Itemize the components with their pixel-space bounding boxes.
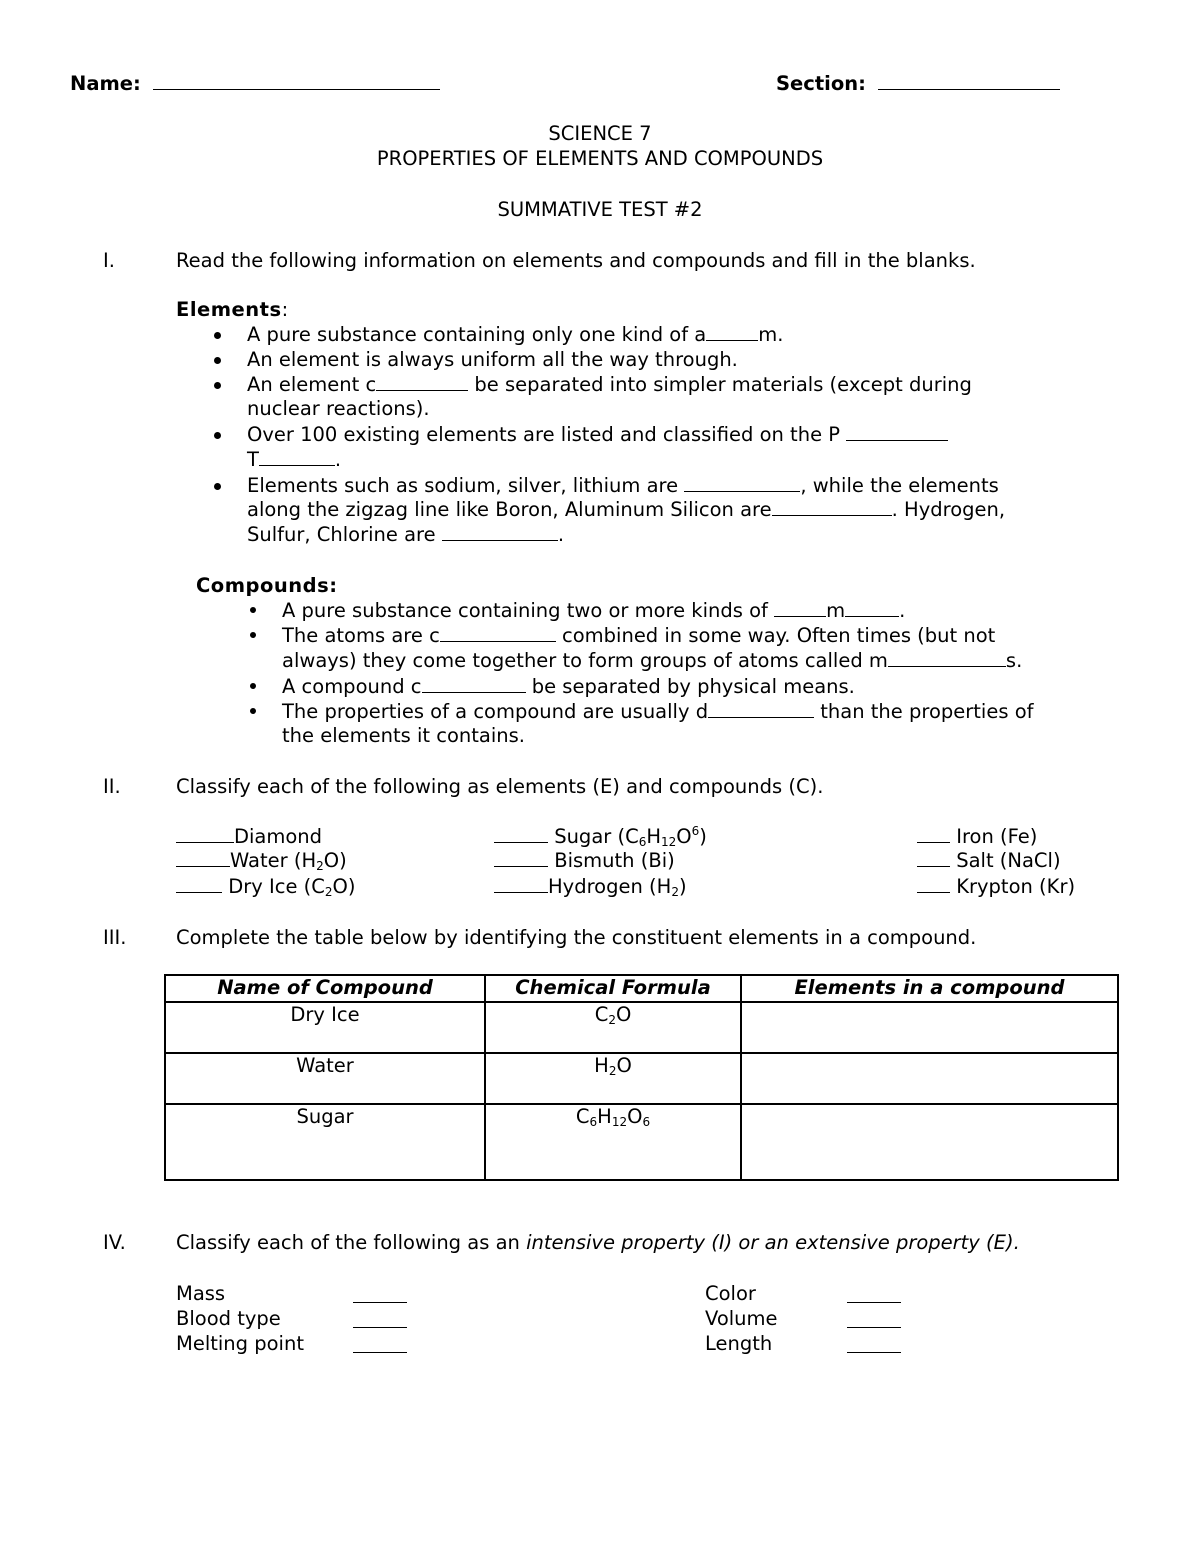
classify-item-krypton: Krypton (Kr)	[917, 874, 1075, 899]
compound-item-4-cont: the elements it contains.	[282, 724, 525, 747]
part3-instruction: Complete the table below by identifying the constituent elements in a compound.	[176, 926, 977, 949]
elements-heading	[176, 297, 289, 322]
answer-blank[interactable]	[176, 848, 230, 867]
compound-item-4: The properties of a compound are usually d than the properties of	[282, 700, 1034, 723]
bullet-icon	[214, 357, 221, 364]
bullet-icon	[214, 332, 221, 339]
bullet-icon	[250, 683, 256, 689]
part2-numeral: II.	[103, 775, 121, 798]
bullet-icon	[214, 382, 221, 389]
name-label: Name:	[70, 72, 141, 95]
title-line-3: SUMMATIVE TEST #2	[497, 198, 703, 221]
blank[interactable]	[774, 598, 826, 617]
bullet-icon	[250, 708, 256, 714]
answer-blank[interactable]	[494, 874, 548, 893]
blank[interactable]	[846, 422, 948, 441]
property-color: Color	[705, 1282, 756, 1305]
element-item-1: A pure substance containing only one kind of a m.	[247, 323, 784, 346]
section-blank[interactable]	[878, 71, 1060, 90]
elements-answer-cell[interactable]	[741, 1053, 1118, 1104]
element-item-2: An element is always uniform all the way through.	[247, 348, 738, 371]
section-field	[776, 71, 1060, 96]
formula-cell: $H_2O$	[485, 1053, 741, 1104]
table-header-row	[165, 975, 1118, 1002]
table-header: Name of Compound	[165, 975, 485, 1002]
elements-answer-cell[interactable]	[741, 1002, 1118, 1053]
formula-cell: $C_2O$	[485, 1002, 741, 1053]
answer-blank[interactable]	[176, 874, 222, 893]
property-length: Length	[705, 1332, 773, 1355]
table-header: Chemical Formula	[485, 975, 741, 1002]
classify-item-water: Water $(H_2O)$	[176, 848, 347, 873]
answer-blank[interactable]	[917, 848, 950, 867]
answer-blank[interactable]	[847, 1334, 901, 1353]
property-melting-point: Melting point	[176, 1332, 304, 1355]
element-item-5-cont2: Sulfur, Chlorine are .	[247, 523, 565, 546]
element-item-5: Elements such as sodium, silver, lithium are , while the elements	[247, 474, 999, 497]
answer-blank[interactable]	[917, 874, 950, 893]
part4-instruction: Classify each of the following as an intensive property (I) or an extensive property (E).	[176, 1231, 1020, 1254]
classify-item-dry-ice: Dry Ice $(C_2O)$	[176, 874, 355, 899]
blank[interactable]	[440, 623, 556, 642]
blank[interactable]	[442, 522, 558, 541]
blank[interactable]	[706, 322, 758, 341]
table-header: Elements in a compound	[741, 975, 1118, 1002]
blank[interactable]	[772, 497, 892, 516]
part4-numeral: IV.	[103, 1231, 126, 1254]
answer-blank[interactable]	[494, 824, 548, 843]
blank[interactable]	[422, 674, 526, 693]
bullet-icon	[250, 607, 256, 613]
compound-table	[164, 974, 1119, 1181]
compound-name-cell: Water	[165, 1053, 485, 1104]
classify-item-diamond: Diamond	[176, 824, 322, 849]
compound-item-1: A pure substance containing two or more kinds of m .	[282, 599, 906, 622]
classify-item-hydrogen: Hydrogen $(H_2)$	[494, 874, 687, 899]
table-row	[165, 1104, 1118, 1180]
compound-item-2-cont: always) they come together to form groups of atoms called m s.	[282, 649, 1023, 672]
compounds-heading: Compounds:	[196, 574, 338, 597]
part2-instruction: Classify each of the following as elements (E) and compounds (C).	[176, 775, 824, 798]
property-volume: Volume	[705, 1307, 778, 1330]
bullet-icon	[250, 632, 256, 638]
elements-heading-text: Elements	[176, 298, 282, 321]
answer-blank[interactable]	[847, 1309, 901, 1328]
section-label: Section:	[776, 72, 866, 95]
part1-instruction: Read the following information on elements and compounds and fill in the blanks.	[176, 249, 976, 272]
compound-name-cell: Sugar	[165, 1104, 485, 1180]
answer-blank[interactable]	[353, 1334, 407, 1353]
answer-blank[interactable]	[847, 1284, 901, 1303]
answer-blank[interactable]	[353, 1284, 407, 1303]
classify-item-bismuth: Bismuth (Bi)	[494, 848, 675, 873]
blank[interactable]	[845, 598, 899, 617]
title-line-2: PROPERTIES OF ELEMENTS AND COMPOUNDS	[376, 147, 824, 170]
table-row	[165, 1053, 1118, 1104]
compound-item-3: A compound c be separated by physical means.	[282, 675, 855, 698]
compound-name-cell: Dry Ice	[165, 1002, 485, 1053]
compound-item-2: The atoms are c combined in some way. Often times (but not	[282, 624, 996, 647]
element-item-4: Over 100 existing elements are listed and classified on the P	[247, 422, 948, 447]
blank[interactable]	[888, 648, 1006, 667]
answer-blank[interactable]	[353, 1309, 407, 1328]
element-item-4-cont: T .	[247, 448, 342, 471]
blank[interactable]	[684, 473, 800, 492]
element-item-3-cont: nuclear reactions).	[247, 397, 430, 420]
elements-heading-colon: :	[281, 298, 289, 321]
blank[interactable]	[259, 447, 335, 466]
element-item-5-cont: along the zigzag line like Boron, Aluminum Silicon are . Hydrogen,	[247, 498, 1006, 521]
name-field	[70, 71, 440, 96]
table-row	[165, 1002, 1118, 1053]
blank[interactable]	[376, 372, 468, 391]
element-item-3: An element c be separated into simpler materials (except during	[247, 373, 972, 396]
blank[interactable]	[708, 699, 814, 718]
answer-blank[interactable]	[917, 824, 950, 843]
title-line-1: SCIENCE 7	[548, 122, 652, 145]
classify-item-iron: Iron (Fe)	[917, 824, 1037, 849]
property-mass: Mass	[176, 1282, 226, 1305]
answer-blank[interactable]	[176, 824, 234, 843]
bullet-icon	[214, 483, 221, 490]
elements-answer-cell[interactable]	[741, 1104, 1118, 1180]
property-blood-type: Blood type	[176, 1307, 281, 1330]
part1-numeral: I.	[103, 249, 115, 272]
name-blank[interactable]	[153, 71, 440, 90]
classify-item-sugar: Sugar $(C_6H_{12}O^6)$	[494, 824, 707, 849]
bullet-icon	[214, 432, 221, 439]
classify-item-salt: Salt (NaCl)	[917, 848, 1061, 873]
formula-cell: $C_6H_{12}O_6$	[485, 1104, 741, 1180]
part3-numeral: III.	[103, 926, 127, 949]
answer-blank[interactable]	[494, 848, 548, 867]
